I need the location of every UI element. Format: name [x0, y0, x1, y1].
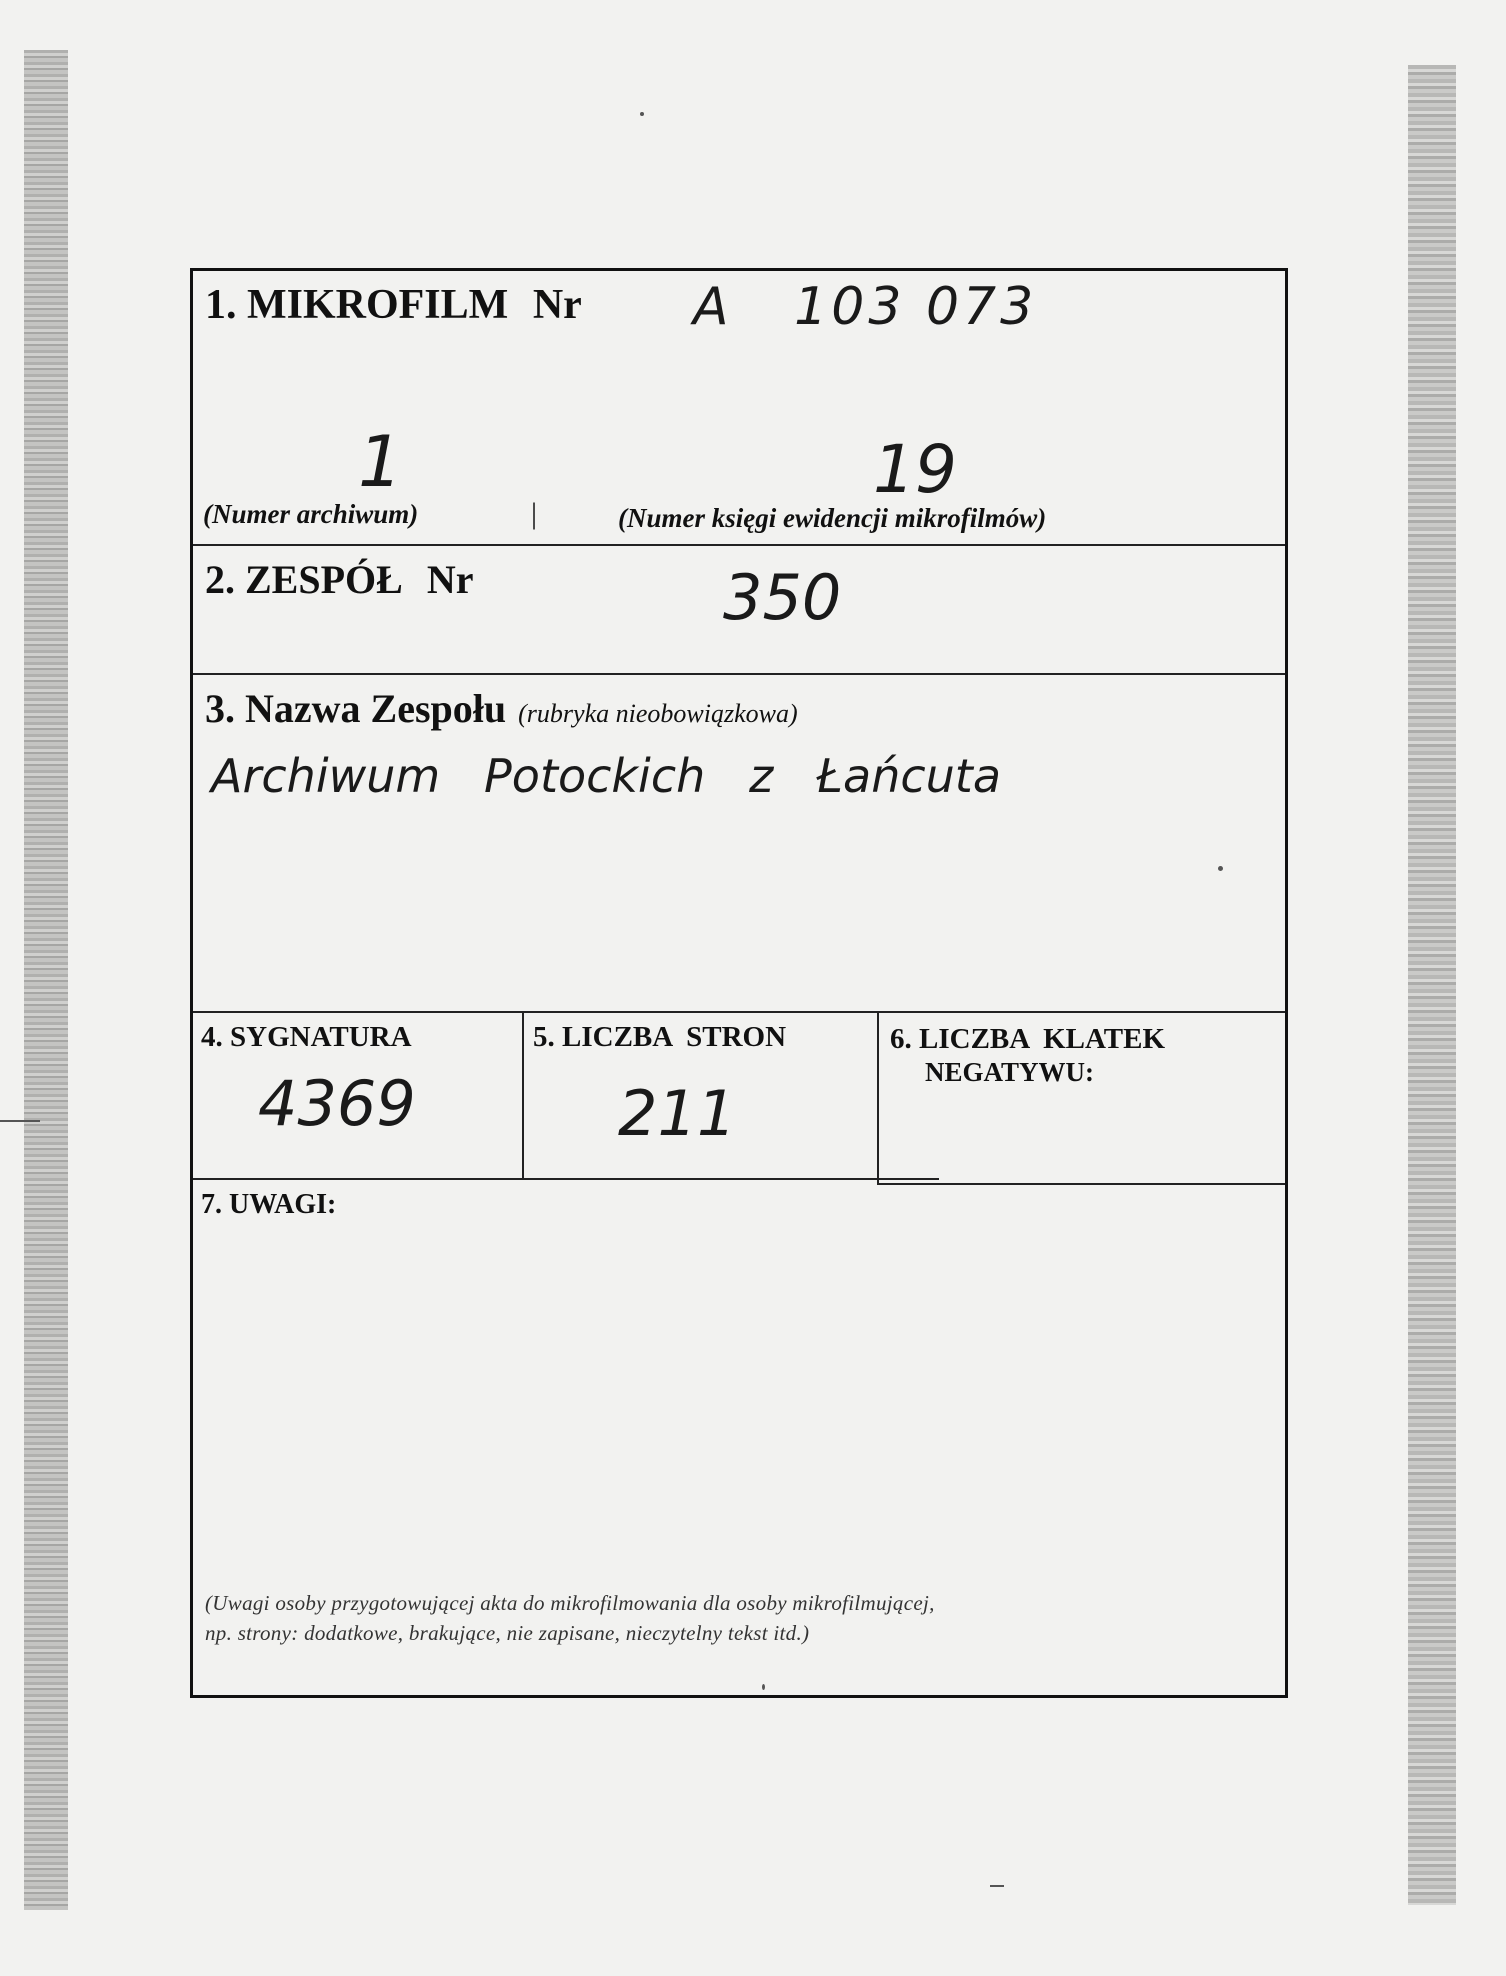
divider	[193, 1011, 1285, 1013]
signature-value: 4369	[258, 1067, 416, 1140]
remarks-note-line1: (Uwagi osoby przygotowującej akta do mikrofilmowania dla osoby mikrofilmującej,	[205, 1591, 935, 1615]
remarks-label: 7. UWAGI:	[201, 1189, 337, 1220]
remarks-note-line2: np. strony: dodatkowe, brakujące, nie zapisane, nieczytelny tekst itd.)	[205, 1621, 810, 1645]
register-number-value: 19	[873, 431, 957, 508]
divider	[193, 673, 1285, 675]
fonds-label	[205, 556, 473, 603]
divider	[193, 1178, 939, 1180]
microfilm-nr-label: Nr	[532, 282, 582, 328]
fonds-name-optional-note: (rubryka nieobowiązkowa)	[518, 699, 798, 728]
microfilm-form	[190, 268, 1288, 1698]
negative-frames-label-line1: 6. LICZBA KLATEK	[890, 1023, 1166, 1055]
microfilm-label-text: MIKROFILM	[247, 282, 509, 328]
archive-number-caption: (Numer archiwum)	[203, 499, 419, 529]
signature-label: 4. SYGNATURA	[201, 1021, 412, 1053]
fonds-nr-label: Nr	[426, 557, 474, 602]
register-number-caption: (Numer księgi ewidencji mikrofilmów)	[618, 503, 1047, 533]
fonds-name-label	[205, 685, 798, 732]
scan-left-edge	[24, 50, 68, 1910]
archive-number-value: 1	[358, 421, 403, 503]
caption-separator: |	[531, 497, 538, 530]
microfilm-label-number: 1.	[205, 282, 237, 328]
scan-mark	[990, 1885, 1004, 1887]
scan-right-edge	[1408, 65, 1456, 1905]
fonds-number-value: 350	[723, 561, 842, 634]
divider	[877, 1183, 1285, 1185]
divider	[193, 544, 1285, 546]
fonds-name-value: Archiwum Potockich z Łańcuta	[211, 749, 1002, 803]
column-divider	[877, 1011, 879, 1183]
fonds-name-label-text: 3. Nazwa Zespołu	[205, 686, 507, 731]
scan-speck	[640, 112, 644, 116]
microfilm-label	[205, 281, 582, 329]
page-count-value: 211	[618, 1077, 737, 1150]
microfilm-number-value: A 103 073	[693, 277, 1038, 337]
scan-mark	[0, 1120, 40, 1122]
fonds-label-text: 2. ZESPÓŁ	[205, 557, 403, 602]
negative-frames-label-line2: NEGATYWU:	[925, 1057, 1095, 1087]
column-divider	[522, 1011, 524, 1178]
page-count-label: 5. LICZBA STRON	[533, 1021, 787, 1053]
